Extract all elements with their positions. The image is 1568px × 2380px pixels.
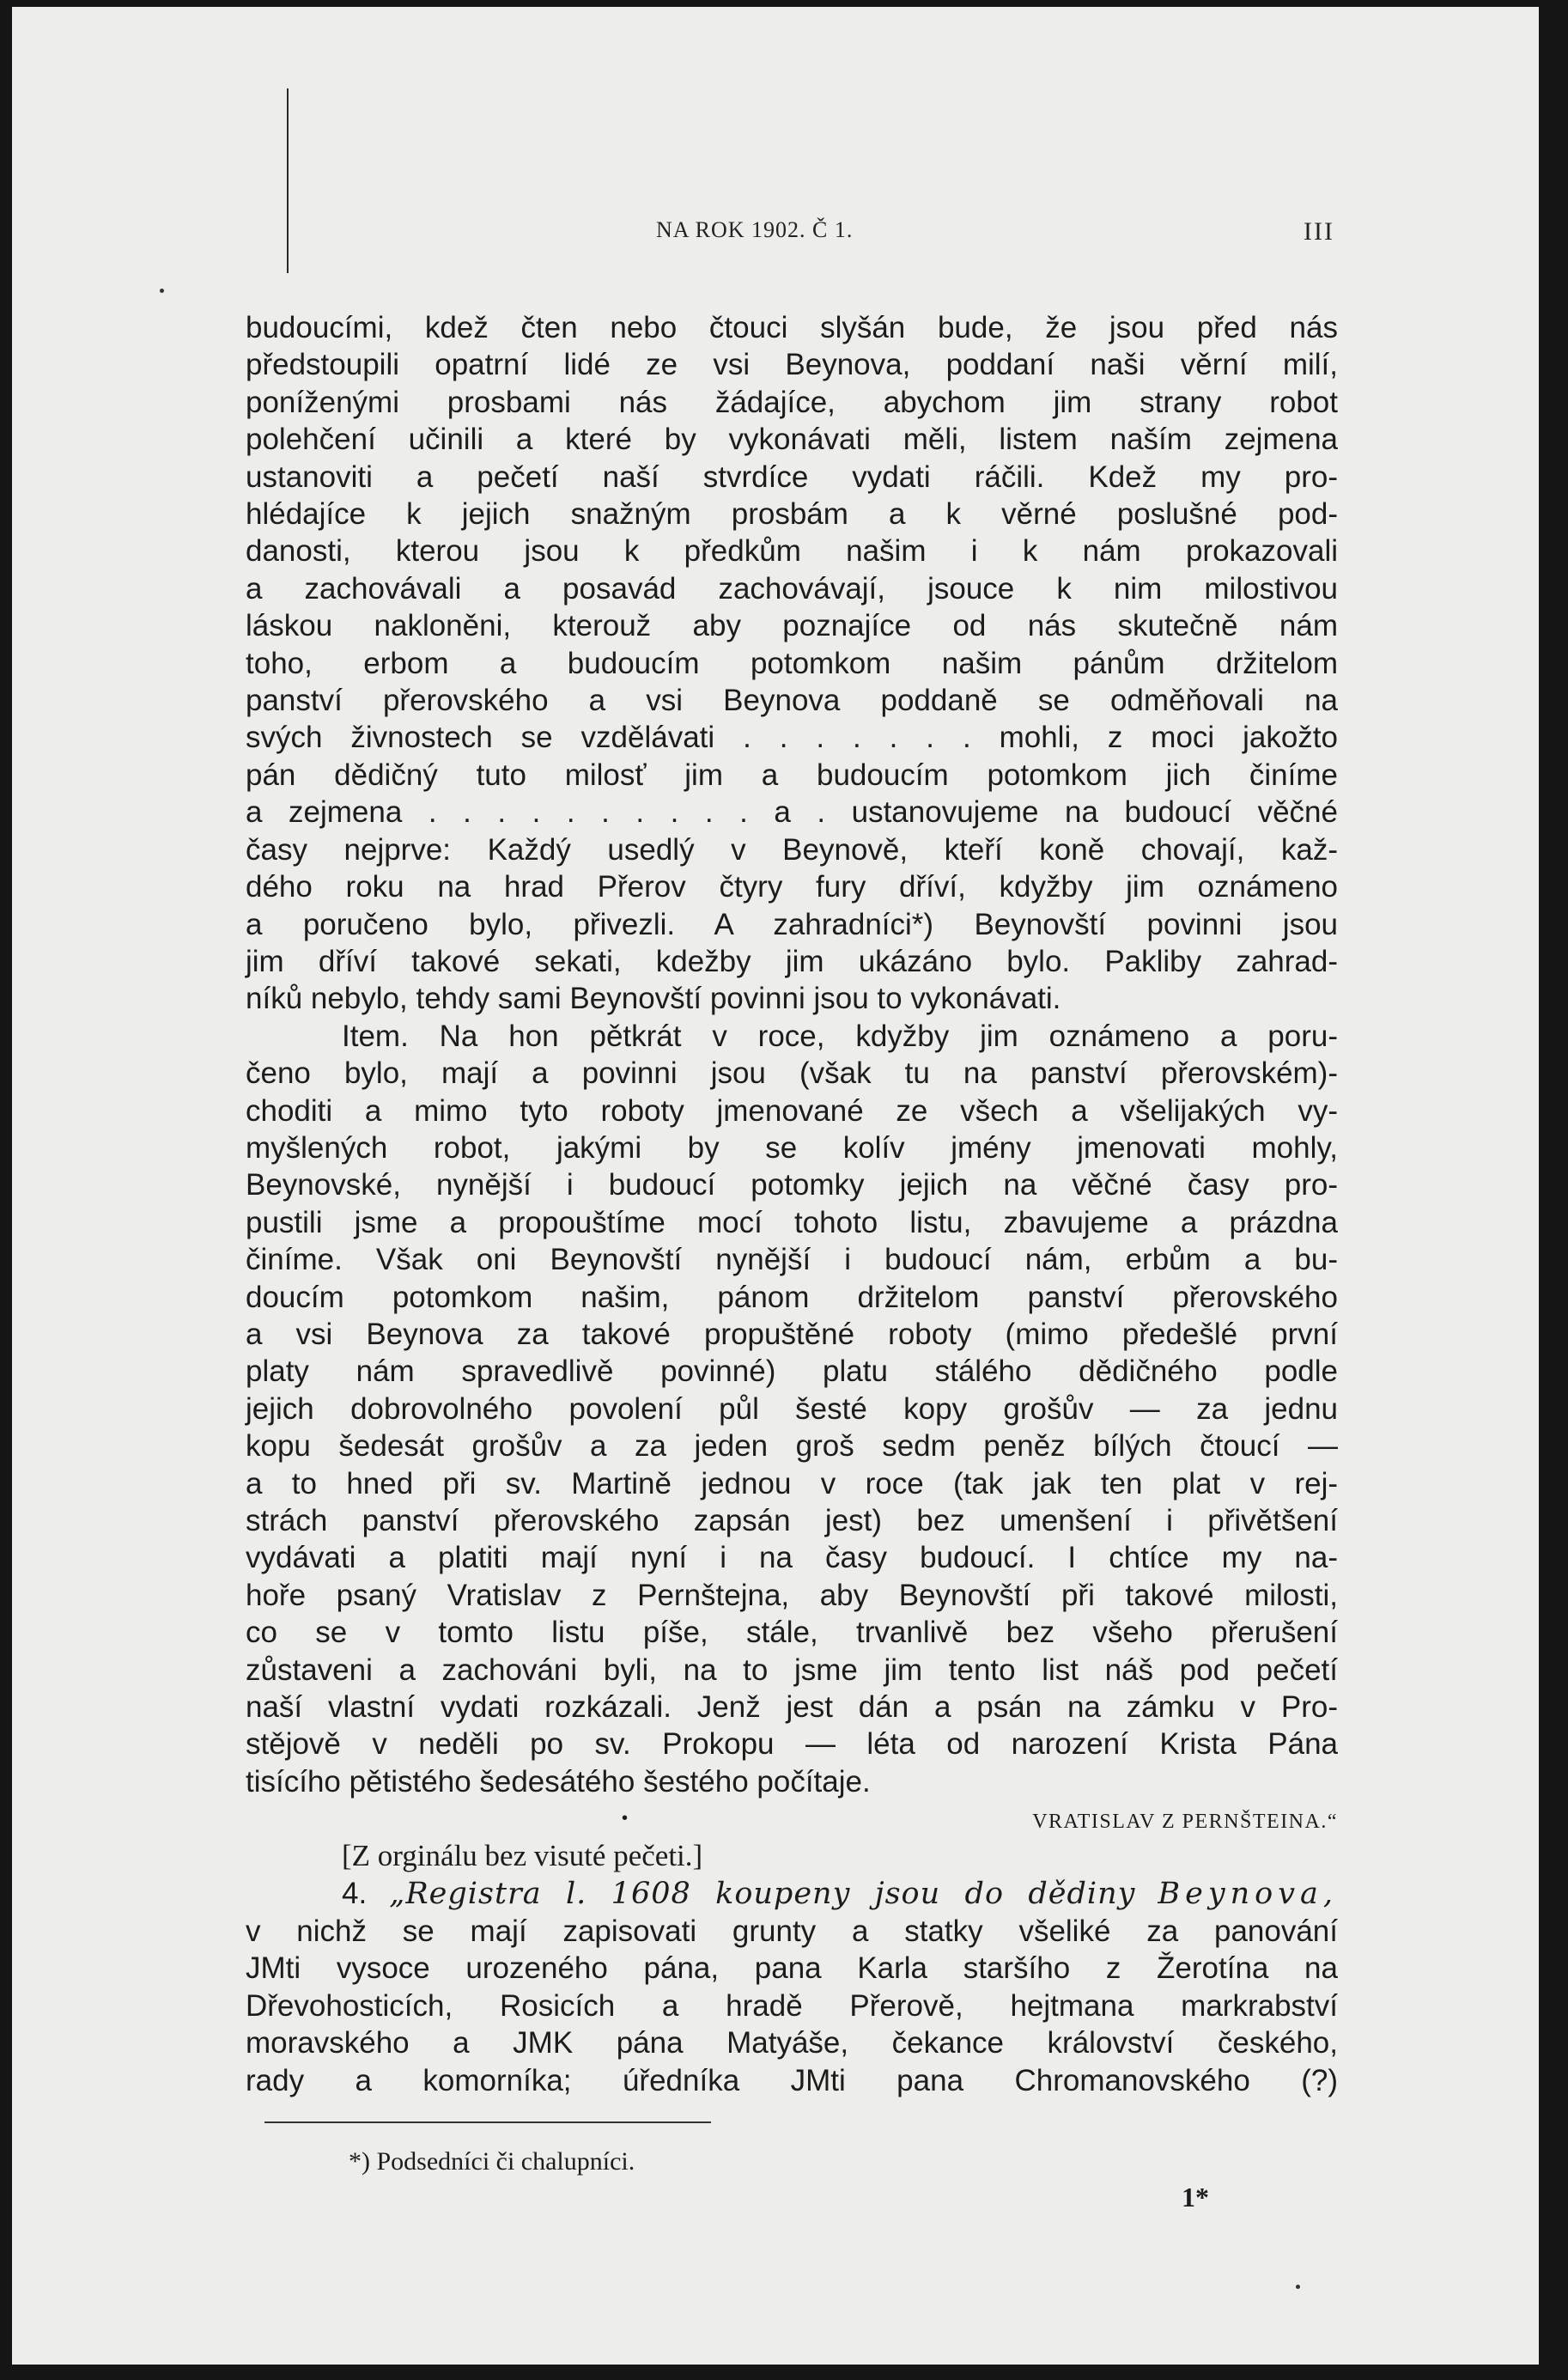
footnote: *) Podsedníci či chalupníci. — [349, 2147, 635, 2176]
text-line: platy nám spravedlivě povinné) platu stálého dědičného podle — [246, 1354, 1338, 1389]
text-line: strách panství přerovského zapsán jest) bez umenšení i přivětšení — [246, 1504, 1338, 1537]
running-head: NA ROK 1902. Č 1. — [656, 217, 854, 242]
text-line: jejich dobrovolného povolení půl šesté kopy grošův — za jednu — [246, 1391, 1338, 1426]
text-line: činíme. Však oni Beynovští nynější i budoucí nám, erbům a bu- — [246, 1243, 1338, 1277]
text-line: v nichž se mají zapisovati grunty a statky všeliké za panování — [246, 1914, 1338, 1949]
text-line: hlédajíce k jejich snažným prosbám a k věrné poslušné pod- — [246, 497, 1338, 532]
text-line: a poručeno bylo, přivezli. A zahradníci*) Beynovští povinni jsou — [246, 907, 1338, 941]
text-line: zůstaveni a zachováni byli, na to jsme jim tento list náš pod pečetí — [246, 1653, 1338, 1687]
text-line: JMti vysoce urozeného pána, pana Karla staršího z Žerotína na — [246, 1951, 1338, 1986]
text-line: polehčení učinili a které by vykonávati měli, listem naším zejmena — [246, 423, 1338, 457]
printer-signature-mark: 1* — [1182, 2182, 1209, 2213]
text-line: danosti, kterou jsou k předkům našim i k nám prokazovali — [246, 534, 1338, 569]
entry-heading — [246, 1875, 1338, 1913]
text-line: kopu šedesát grošův a za jeden groš sedm peněz bílých čtoucí — — [246, 1429, 1338, 1464]
text-line: naší vlastní vydati rozkázali. Jenž jest dán a psán na zámku v Pro- — [246, 1690, 1338, 1725]
bullet-dot: • — [622, 1809, 629, 1829]
text-line: stějově v neděli po sv. Prokopu — léta od narození Krista Pána — [246, 1727, 1338, 1762]
signature: VRATISLAV Z PERNŠTEINA.“ — [1032, 1811, 1338, 1834]
entry-number: 4. — [342, 1876, 368, 1910]
text-line: vydávati a platiti mají nyní i na časy budoucí. I chtíce my na- — [246, 1541, 1338, 1575]
text-line: choditi a mimo tyto roboty jmenované ze všech a všelijakých vy- — [246, 1093, 1338, 1128]
paper-speck — [1296, 2285, 1300, 2289]
text-line: a vsi Beynova za takové propuštěné roboty (mimo předešlé první — [246, 1317, 1338, 1351]
page-header — [252, 217, 1334, 252]
text-line: a to hned při sv. Martině jednou v roce (tak jak ten plat v rej- — [246, 1466, 1338, 1500]
text-line: hoře psaný Vratislav z Pernštejna, aby Beynovští při takové milosti, — [246, 1578, 1338, 1612]
text-line: pustili jsme a propouštíme mocí tohoto listu, zbavujeme a prázdna — [246, 1205, 1338, 1239]
text-line: a zachovávali a posavád zachovávají, jsouce k nim milostivou — [246, 571, 1338, 606]
text-line: láskou nakloněni, kterouž aby poznajíce od nás skutečně nám — [246, 609, 1338, 643]
text-line: níků nebylo, tehdy sami Beynovští povinni jsou to vykonávati. — [246, 982, 1061, 1016]
document-page — [12, 7, 1539, 2365]
text-line: svých živnostech se vzdělávati . . . . . . . mohli, z moci jakožto — [246, 721, 1338, 755]
text-line: a zejmena . . . . . . . . . . a . ustanovujeme na budoucí věčné — [246, 795, 1338, 830]
text-line: předstoupili opatrní lidé ze vsi Beynova, poddaní naši věrní milí, — [246, 348, 1338, 382]
text-line: moravského a JMK pána Matyáše, čekance království českého, — [246, 2026, 1338, 2060]
text-line: poníženými prosbami nás žádajíce, abychom jim strany robot — [246, 385, 1338, 419]
editorial-note: [Z orginálu bez visuté pečeti.] — [342, 1839, 703, 1873]
paper-speck — [160, 289, 164, 293]
text-line: Item. Na hon pětkrát v roce, kdyžby jim oznámeno a poru- — [342, 1019, 1338, 1053]
text-line: doucím potomkom našim, pánom držitelom panství přerovského — [246, 1280, 1338, 1314]
text-line: tisícího pětistého šedesátého šestého počítaje. — [246, 1764, 871, 1799]
paragraph-1 — [246, 309, 1338, 1018]
text-line: čeno bylo, mají a povinni jsou (však tu na panství přerovském)- — [246, 1056, 1338, 1091]
text-line: toho, erbom a budoucím potomkom našim pánům držitelom — [246, 646, 1338, 680]
text-line: pán dědičný tuto milosť jim a budoucím potomkom jich činíme — [246, 758, 1338, 792]
page-number: III — [1304, 217, 1334, 246]
signature-row — [246, 1800, 1338, 1837]
entry-4 — [246, 1875, 1338, 2099]
entry-title-fraktur: „Registra l. 1608 koupeny jsou do dědiny — [389, 1876, 1136, 1911]
text-line: Dřevohosticích, Rosicích a hradě Přerově, hejtmana markrabství — [246, 1988, 1338, 2023]
text-line: ustanoviti a pečetí naší stvrdíce vydati ráčili. Kdež my pro- — [246, 460, 1338, 494]
footnote-rule — [264, 2121, 711, 2123]
paragraph-2 — [246, 1018, 1338, 1801]
text-line: dého roku na hrad Přerov čtyry fury dříví, kdyžby jim oznámeno — [246, 870, 1338, 904]
entry-village: Beynova, — [1158, 1876, 1338, 1911]
text-line: jim dříví takové sekati, kdežby jim ukázáno bylo. Pakliby zahrad- — [246, 944, 1338, 978]
text-line: budoucími, kdež čten nebo čtouci slyšán bude, že jsou před nás — [246, 311, 1338, 344]
text-line: myšlených robot, jakými by se kolív jmény jmenovati mohly, — [246, 1130, 1338, 1165]
text-line: rady a komorníka; úředníka JMti pana Chromanovského (?) — [246, 2063, 1338, 2097]
text-line: panství přerovského a vsi Beynova poddaně se odměňovali na — [246, 684, 1338, 718]
body-text — [246, 309, 1338, 2099]
text-line: co se v tomto listu píše, stále, trvanlivě bez všeho přerušení — [246, 1616, 1338, 1650]
text-line: časy nejprve: Každý usedlý v Beynově, kteří koně chovají, kaž- — [246, 832, 1338, 867]
text-line: Beynovské, nynější i budoucí potomky jejich na věčné časy pro- — [246, 1168, 1338, 1202]
